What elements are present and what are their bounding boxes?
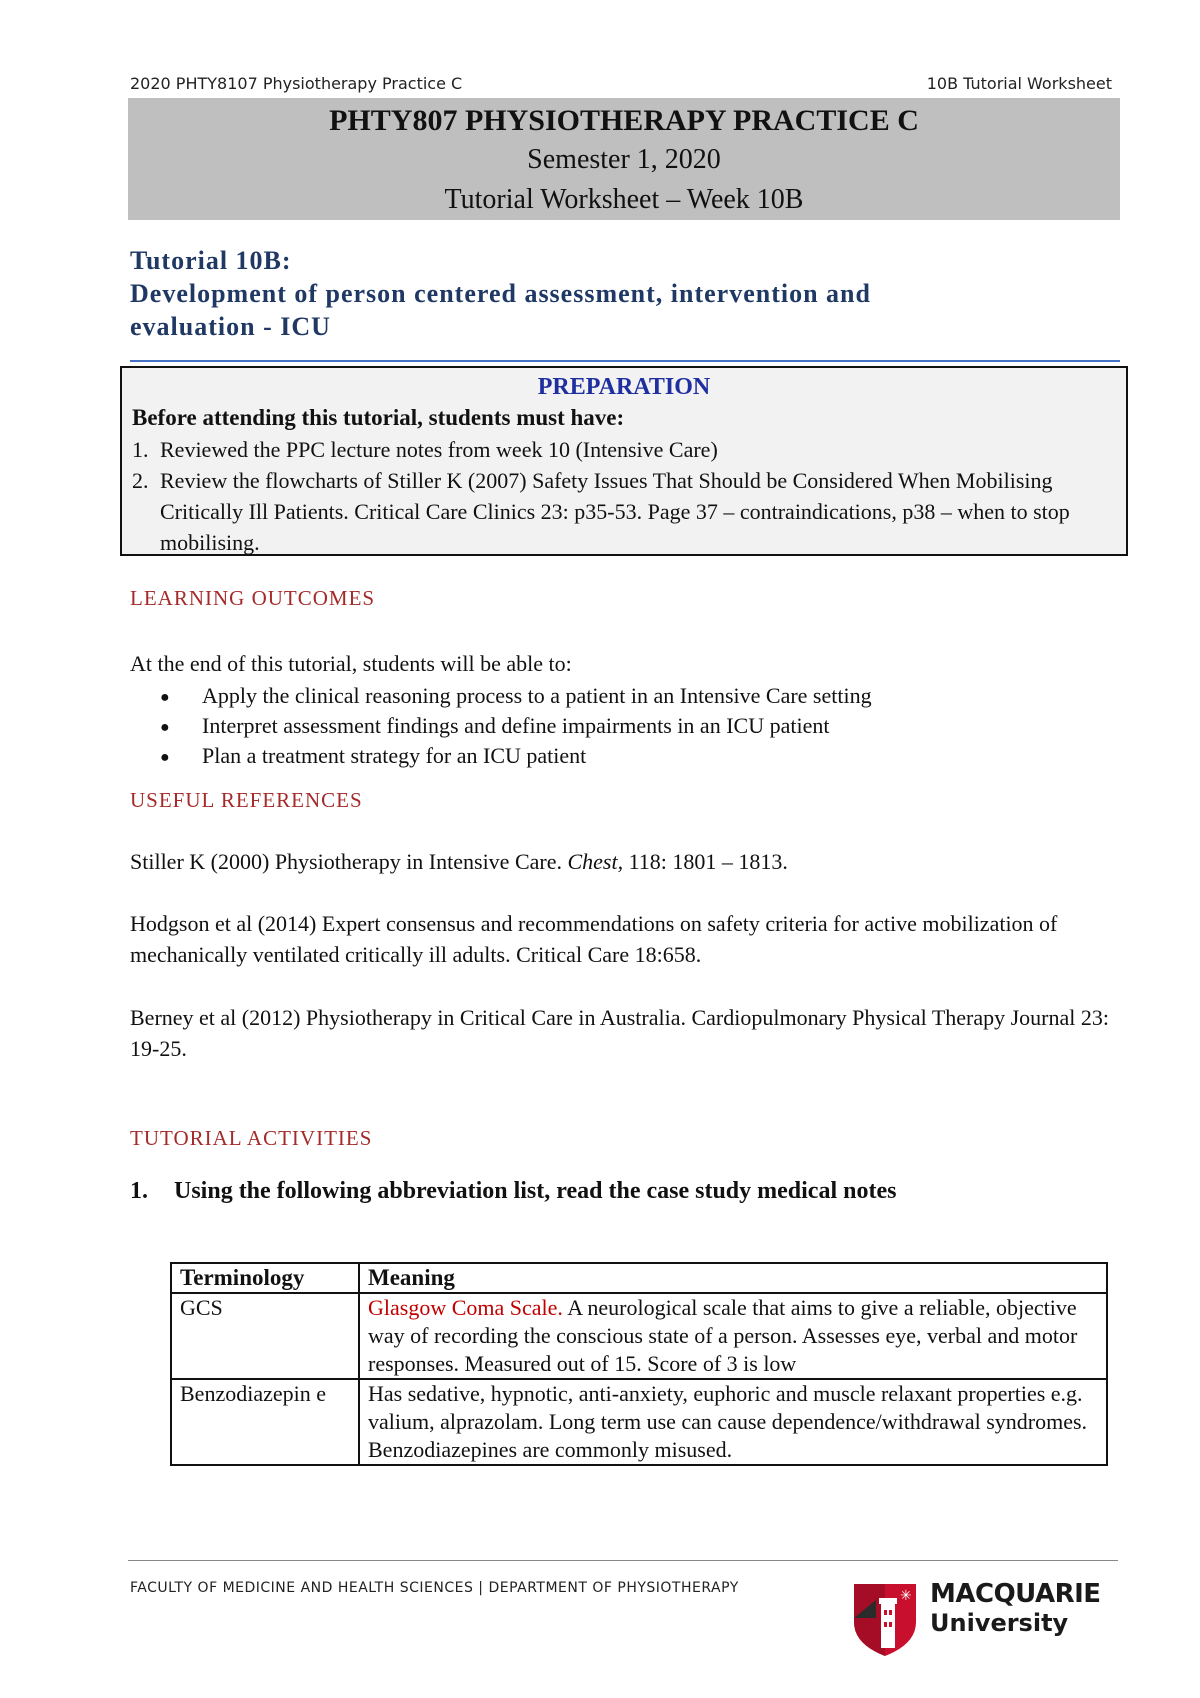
tutorial-heading — [130, 244, 1120, 343]
terminology-table — [170, 1262, 1108, 1466]
learning-outcomes-intro: At the end of this tutorial, students will be able to: — [130, 651, 572, 676]
term-cell: GCS — [171, 1293, 359, 1379]
preparation-subtitle: Before attending this tutorial, students must have: — [132, 405, 625, 430]
preparation-item-number: 2. — [132, 468, 149, 493]
activity-task-number: 1. — [130, 1178, 148, 1204]
reference-1-citation: 118: 1801 – 1813. — [623, 849, 788, 874]
meaning-cell — [359, 1379, 1107, 1465]
heading-divider — [130, 360, 1120, 362]
references-heading: USEFUL REFERENCES — [130, 788, 363, 812]
page-header — [130, 74, 1112, 98]
activities-heading: TUTORIAL ACTIVITIES — [130, 1126, 373, 1150]
learning-outcomes-heading: LEARNING OUTCOMES — [130, 586, 376, 610]
tutorial-heading-line3: evaluation - ICU — [130, 312, 331, 341]
worksheet-title: Tutorial Worksheet – Week 10B — [444, 184, 804, 215]
header-course: 2020 PHTY8107 Physiotherapy Practice C — [130, 74, 463, 93]
bullet-icon: ● — [160, 719, 170, 736]
header-worksheet: 10B Tutorial Worksheet — [926, 74, 1112, 93]
activity-task-text: Using the following abbreviation list, read the case study medical notes — [174, 1178, 897, 1204]
preparation-item — [122, 434, 1126, 465]
preparation-title: PREPARATION — [537, 374, 711, 400]
learning-outcome-text: Interpret assessment findings and define impairments in an ICU patient — [202, 713, 830, 738]
preparation-item — [122, 465, 1126, 558]
term-cell: Benzodiazepin e — [171, 1379, 359, 1465]
logo-wordmark — [930, 1578, 1101, 1636]
column-header-meaning: Meaning — [359, 1263, 1107, 1293]
footer-faculty: FACULTY OF MEDICINE AND HEALTH SCIENCES | DEPARTMENT OF PHYSIOTHERAPY — [130, 1580, 739, 1596]
meaning-highlight: Glasgow Coma Scale. — [368, 1295, 563, 1320]
footer-divider — [128, 1560, 1118, 1561]
university-crest-icon — [850, 1578, 920, 1658]
table-row — [171, 1293, 1107, 1379]
svg-text:✳: ✳ — [900, 1588, 912, 1604]
list-item — [160, 682, 1120, 712]
course-title: PHTY807 PHYSIOTHERAPY PRACTICE C — [329, 104, 919, 137]
tutorial-heading-line2: Development of person centered assessment, intervention and — [130, 279, 871, 308]
list-item — [160, 712, 1120, 742]
bullet-icon: ● — [160, 749, 170, 766]
bullet-icon: ● — [160, 689, 170, 706]
title-box — [128, 98, 1120, 220]
preparation-item-text: Review the flowcharts of Stiller K (2007) Safety Issues That Should be Considered When Mobilising Critically Ill Patients. Critical Care Clinics 23: p35-53. Page 37 – contraindications, p38 – when to stop mobilising. — [160, 468, 1070, 555]
logo-line2: University — [930, 1609, 1069, 1637]
reference-1 — [130, 846, 1120, 877]
reference-1-text: Stiller K (2000) Physiotherapy in Intensive Care. — [130, 849, 568, 874]
list-item — [160, 742, 1120, 772]
column-header-terminology: Terminology — [171, 1263, 359, 1293]
preparation-box — [120, 366, 1128, 556]
reference-1-journal: Chest, — [567, 849, 624, 874]
table-header-row — [171, 1263, 1107, 1293]
meaning-text: A neurological scale that aims to give a reliable, objective way of recording the conscious state of a person. Assesses eye, verbal and motor responses. Measured out of 15. Score of 3 is low — [368, 1295, 1078, 1376]
table-row — [171, 1379, 1107, 1465]
semester: Semester 1, 2020 — [527, 144, 721, 175]
tutorial-heading-line1: Tutorial 10B: — [130, 246, 292, 275]
learning-outcome-text: Apply the clinical reasoning process to a patient in an Intensive Care setting — [202, 683, 872, 708]
learning-outcome-text: Plan a treatment strategy for an ICU patient — [202, 743, 587, 768]
reference-3: Berney et al (2012) Physiotherapy in Critical Care in Australia. Cardiopulmonary Physical Therapy Journal 23: 19-25. — [130, 1005, 1109, 1061]
preparation-item-text: Reviewed the PPC lecture notes from week 10 (Intensive Care) — [160, 437, 718, 462]
meaning-text: Has sedative, hypnotic, anti-anxiety, euphoric and muscle relaxant properties e.g. valium, alprazolam. Long term use can cause dependence/withdrawal syndromes. Benzodiazepines are commonly misused. — [368, 1381, 1088, 1462]
activity-task — [130, 1178, 896, 1205]
meaning-cell — [359, 1293, 1107, 1379]
reference-2: Hodgson et al (2014) Expert consensus and recommendations on safety criteria for active mobilization of mechanically ventilated critically ill adults. Critical Care 18:658. — [130, 911, 1058, 967]
learning-outcomes-list — [160, 682, 1120, 772]
university-logo — [850, 1578, 1110, 1658]
logo-line1: MACQUARIE — [930, 1579, 1101, 1609]
preparation-item-number: 1. — [132, 437, 149, 462]
